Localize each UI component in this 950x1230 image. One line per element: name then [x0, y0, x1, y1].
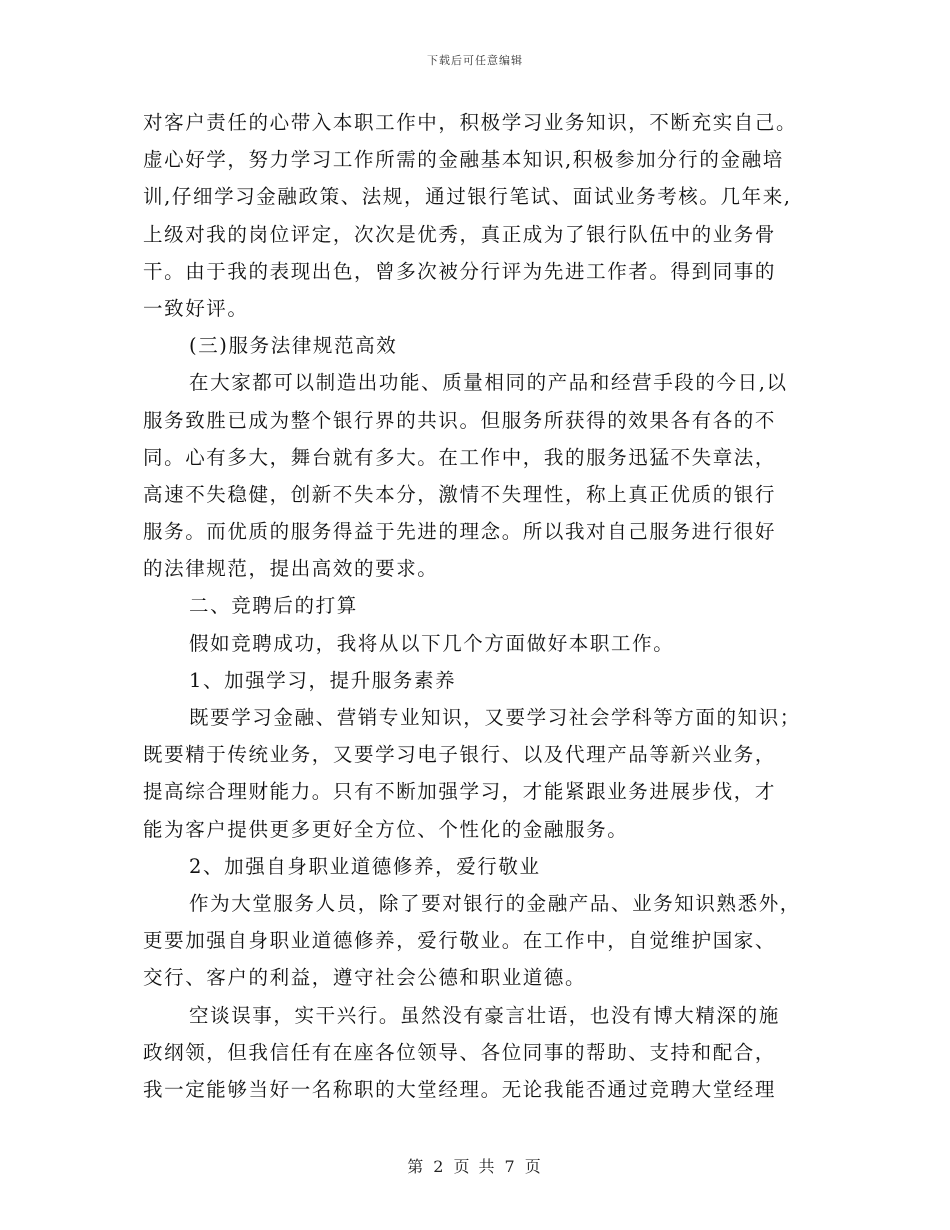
footer-middle: 页 共: [453, 1157, 497, 1176]
footer-prefix: 第: [407, 1157, 426, 1176]
paragraph-line: 干。由于我的表现出色，曾多次被分行评为先进工作者。得到同事的: [143, 259, 777, 283]
footer-suffix: 页: [524, 1157, 543, 1176]
paragraph-line: 空谈误事，实干兴行。虽然没有豪言壮语，也没有博大精深的施: [189, 1003, 780, 1027]
paragraph-line: 服务致胜已成为整个银行界的共识。但服务所获得的效果各有各的不: [143, 408, 777, 432]
paragraph-line: 更要加强自身职业道德修养，爱行敬业。在工作中，自觉维护国家、: [143, 929, 777, 953]
paragraph-line: 服务。而优质的服务得益于先进的理念。所以我对自己服务进行很好: [143, 520, 777, 544]
paragraph-line: 虚心好学，努力学习工作所需的金融基本知识,积极参加分行的金融培: [143, 148, 784, 172]
paragraph-line: 的法律规范，提出高效的要求。: [143, 557, 439, 581]
paragraph-line: 上级对我的岗位评定，次次是优秀，真正成为了银行队伍中的业务骨: [143, 222, 777, 246]
footer-total-pages: 7: [504, 1157, 517, 1176]
paragraph-line: 作为大堂服务人员，除了要对银行的金融产品、业务知识熟悉外，: [189, 891, 801, 915]
section-heading: 1、加强学习，提升服务素养: [189, 668, 457, 692]
paragraph-line: 能为客户提供更多更好全方位、个性化的金融服务。: [143, 817, 629, 841]
document-body: [143, 104, 823, 1108]
paragraph-line: 高速不失稳健，创新不失本分，激情不失理性，称上真正优质的银行: [143, 482, 777, 506]
page-header: 下载后可任意编辑: [427, 54, 523, 67]
section-heading: 2、加强自身职业道德修养，爱行敬业: [189, 854, 541, 878]
paragraph-line: 对客户责任的心带入本职工作中，积极学习业务知识，不断充实自己。: [143, 111, 798, 134]
paragraph-line: 一致好评。: [143, 296, 249, 320]
paragraph-line: 交行、客户的利益，遵守社会公德和职业道德。: [143, 966, 587, 990]
paragraph-line: 在大家都可以制造出功能、质量相同的产品和经营手段的今日,以: [189, 371, 788, 395]
paragraph-line: 训,仔细学习金融政策、法规，通过银行笔试、面试业务考核。几年来,: [143, 185, 792, 209]
paragraph-line: 我一定能够当好一名称职的大堂经理。无论我能否通过竞聘大堂经理: [143, 1077, 777, 1101]
paragraph-line: 既要学习金融、营销专业知识，又要学习社会学科等方面的知识；: [189, 706, 801, 729]
footer-page-number: 2: [433, 1157, 446, 1176]
paragraph-line: 既要精于传统业务，又要学习电子银行、以及代理产品等新兴业务，: [143, 743, 777, 767]
section-heading: (三)服务法律规范高效: [189, 334, 398, 358]
paragraph-line: 提高综合理财能力。只有不断加强学习，才能紧跟业务进展步伐，才: [143, 780, 777, 804]
paragraph-line: 假如竞聘成功，我将从以下几个方面做好本职工作。: [189, 631, 675, 655]
section-heading: 二、竞聘后的打算: [189, 594, 358, 618]
paragraph-line: 同。心有多大，舞台就有多大。在工作中，我的服务迅猛不失章法，: [143, 445, 777, 469]
paragraph-line: 政纲领，但我信任有在座各位领导、各位同事的帮助、支持和配合，: [143, 1040, 777, 1064]
page-footer: [0, 1154, 950, 1177]
